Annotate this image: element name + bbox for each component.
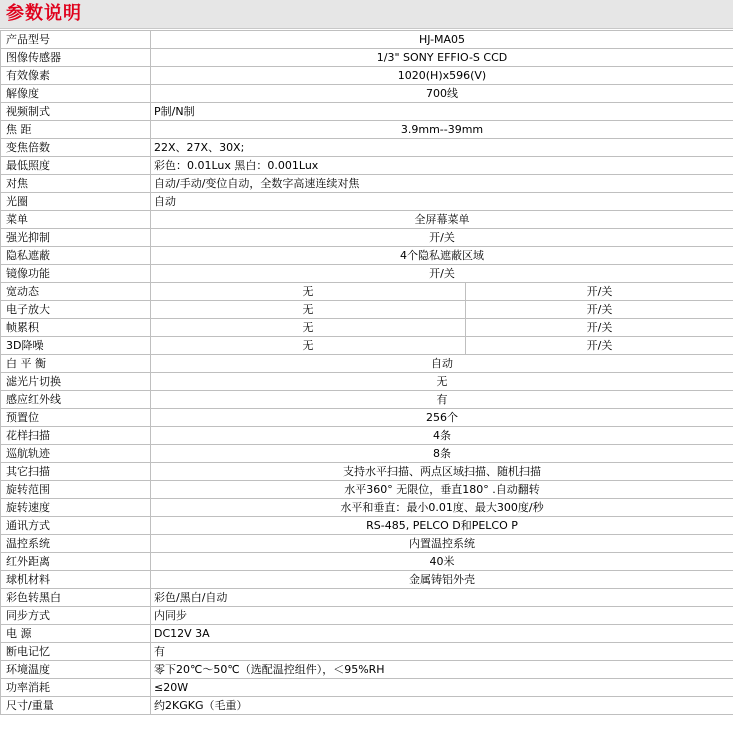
spec-value: 零下20℃～50℃（选配温控组件），＜95%RH: [151, 661, 733, 679]
spec-label: 巡航轨迹: [1, 445, 151, 463]
table-row: [1, 463, 733, 481]
spec-label: 其它扫描: [1, 463, 151, 481]
table-row: [1, 517, 733, 535]
table-row: [1, 427, 733, 445]
table-row: [1, 625, 733, 643]
spec-value-primary: 无: [151, 337, 466, 355]
spec-value: 22X、27X、30X;: [151, 139, 733, 157]
spec-value-secondary: 开/关: [466, 337, 733, 355]
table-row: [1, 553, 733, 571]
table-row: [1, 499, 733, 517]
table-row: [1, 409, 733, 427]
table-row: [1, 481, 733, 499]
spec-value: 金属铸铝外壳: [151, 571, 733, 589]
spec-label: 对焦: [1, 175, 151, 193]
spec-value: 256个: [151, 409, 733, 427]
spec-value: 开/关: [151, 229, 733, 247]
spec-value-primary: 无: [151, 319, 466, 337]
spec-value: DC12V 3A: [151, 625, 733, 643]
spec-value: 水平和垂直：最小0.01度、最大300度/秒: [151, 499, 733, 517]
table-row: [1, 373, 733, 391]
spec-label: 光圈: [1, 193, 151, 211]
table-row: [1, 391, 733, 409]
spec-label: 环境温度: [1, 661, 151, 679]
spec-label: 最低照度: [1, 157, 151, 175]
spec-label: 感应红外线: [1, 391, 151, 409]
table-row: [1, 355, 733, 373]
spec-value-secondary: 开/关: [466, 319, 733, 337]
spec-label: 断电记忆: [1, 643, 151, 661]
spec-value: HJ-MA05: [151, 31, 733, 49]
spec-value: 全屏幕菜单: [151, 211, 733, 229]
table-row: [1, 643, 733, 661]
table-row: [1, 139, 733, 157]
spec-label: 产品型号: [1, 31, 151, 49]
spec-value: 3.9mm--39mm: [151, 121, 733, 139]
spec-label: 滤光片切换: [1, 373, 151, 391]
table-row: [1, 571, 733, 589]
spec-value: RS-485, PELCO D和PELCO P: [151, 517, 733, 535]
table-row: [1, 607, 733, 625]
spec-label: 红外距离: [1, 553, 151, 571]
spec-label: 隐私遮蔽: [1, 247, 151, 265]
spec-value-secondary: 开/关: [466, 283, 733, 301]
spec-label: 视频制式: [1, 103, 151, 121]
spec-value: 开/关: [151, 265, 733, 283]
spec-label: 同步方式: [1, 607, 151, 625]
spec-value-primary: 无: [151, 283, 466, 301]
spec-value: 4条: [151, 427, 733, 445]
spec-value: 约2KGKG（毛重）: [151, 697, 733, 715]
spec-value: 支持水平扫描、两点区域扫描、随机扫描: [151, 463, 733, 481]
table-row: [1, 103, 733, 121]
spec-label: 旋转速度: [1, 499, 151, 517]
spec-value: 40米: [151, 553, 733, 571]
table-row: [1, 679, 733, 697]
spec-label: 电 源: [1, 625, 151, 643]
table-row: [1, 193, 733, 211]
spec-value: P制/N制: [151, 103, 733, 121]
spec-label: 变焦倍数: [1, 139, 151, 157]
table-row: [1, 157, 733, 175]
spec-value: 水平360° 无限位，垂直180° .自动翻转: [151, 481, 733, 499]
spec-value: 1/3" SONY EFFIO-S CCD: [151, 49, 733, 67]
spec-label: 彩色转黑白: [1, 589, 151, 607]
spec-label: 菜单: [1, 211, 151, 229]
spec-value: 彩色：0.01Lux 黑白：0.001Lux: [151, 157, 733, 175]
spec-value: 无: [151, 373, 733, 391]
table-row: [1, 49, 733, 67]
table-row: [1, 265, 733, 283]
spec-value: 自动: [151, 355, 733, 373]
spec-label: 有效像素: [1, 67, 151, 85]
spec-label: 功率消耗: [1, 679, 151, 697]
table-row: [1, 31, 733, 49]
spec-value: 内置温控系统: [151, 535, 733, 553]
spec-value-secondary: 开/关: [466, 301, 733, 319]
spec-label: 旋转范围: [1, 481, 151, 499]
spec-label: 解像度: [1, 85, 151, 103]
spec-value: 1020(H)x596(V): [151, 67, 733, 85]
table-row: [1, 337, 733, 355]
spec-value: 有: [151, 643, 733, 661]
spec-label: 花样扫描: [1, 427, 151, 445]
spec-label: 宽动态: [1, 283, 151, 301]
table-row: [1, 319, 733, 337]
spec-label: 通讯方式: [1, 517, 151, 535]
table-row: [1, 445, 733, 463]
spec-value: 有: [151, 391, 733, 409]
table-row: [1, 85, 733, 103]
section-title: 参数说明: [6, 3, 82, 24]
spec-value: 内同步: [151, 607, 733, 625]
spec-label: 温控系统: [1, 535, 151, 553]
table-row: [1, 247, 733, 265]
spec-label: 白 平 衡: [1, 355, 151, 373]
spec-label: 预置位: [1, 409, 151, 427]
table-row: [1, 589, 733, 607]
table-row: [1, 229, 733, 247]
spec-label: 焦 距: [1, 121, 151, 139]
spec-value: 自动: [151, 193, 733, 211]
spec-value: ≤20W: [151, 679, 733, 697]
table-row: [1, 301, 733, 319]
spec-value: 8条: [151, 445, 733, 463]
spec-table: [0, 30, 733, 715]
table-row: [1, 661, 733, 679]
spec-label: 尺寸/重量: [1, 697, 151, 715]
table-row: [1, 535, 733, 553]
spec-label: 电子放大: [1, 301, 151, 319]
spec-label: 强光抑制: [1, 229, 151, 247]
table-row: [1, 697, 733, 715]
spec-value-primary: 无: [151, 301, 466, 319]
spec-value: 自动/手动/变位自动，全数字高速连续对焦: [151, 175, 733, 193]
table-row: [1, 121, 733, 139]
spec-value: 4个隐私遮蔽区域: [151, 247, 733, 265]
spec-label: 图像传感器: [1, 49, 151, 67]
spec-label: 帧累积: [1, 319, 151, 337]
section-header: [0, 0, 733, 29]
table-row: [1, 211, 733, 229]
spec-value: 彩色/黑白/自动: [151, 589, 733, 607]
table-row: [1, 67, 733, 85]
table-row: [1, 283, 733, 301]
table-row: [1, 175, 733, 193]
spec-value: 700线: [151, 85, 733, 103]
spec-label: 镜像功能: [1, 265, 151, 283]
spec-label: 3D降噪: [1, 337, 151, 355]
spec-label: 球机材料: [1, 571, 151, 589]
